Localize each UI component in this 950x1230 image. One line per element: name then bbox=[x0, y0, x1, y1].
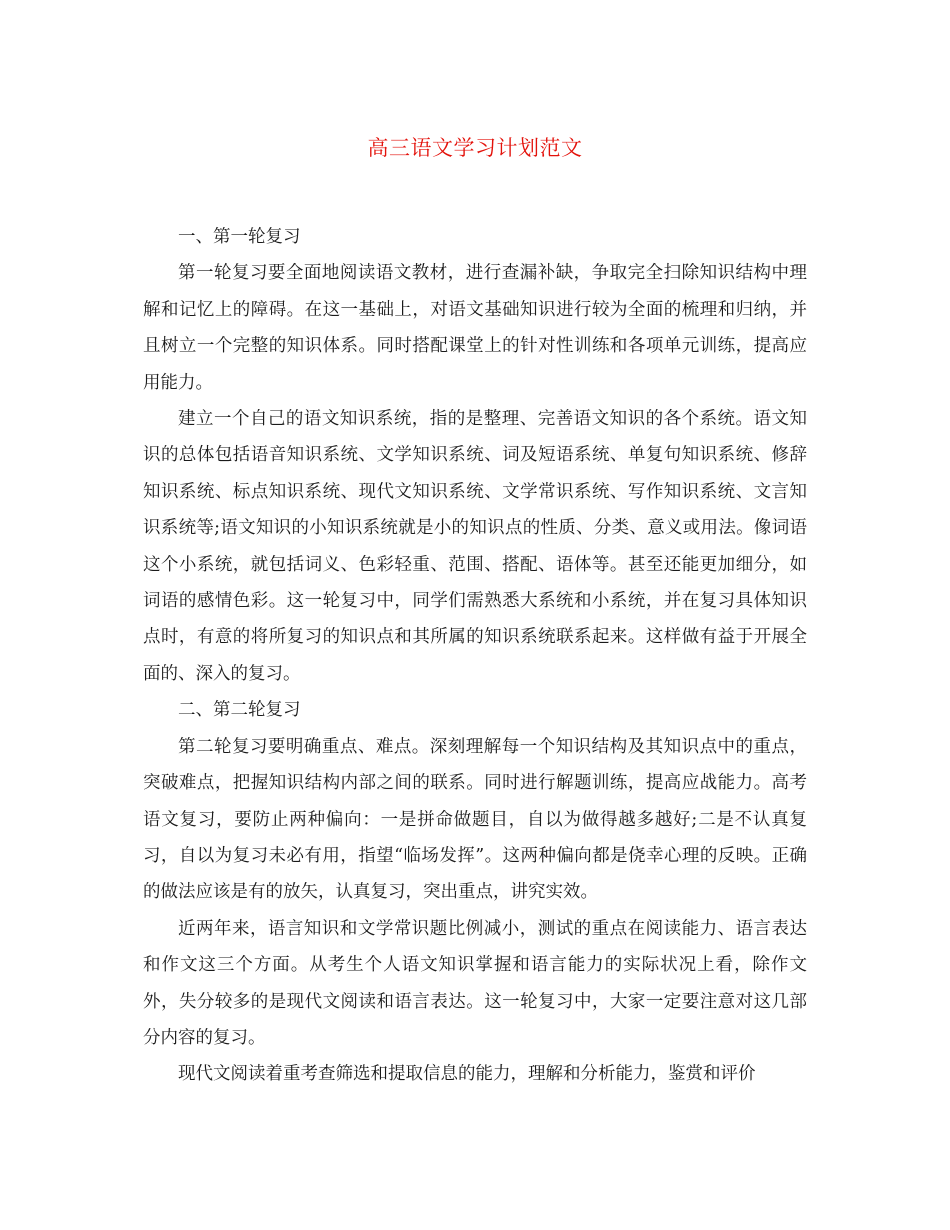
paragraph: 近两年来，语言知识和文学常识题比例减小，测试的重点在阅读能力、语言表达和作文这三个方面。从考生个人语文知识掌握和语言能力的实际状况上看，除作文外，失分较多的是现代文阅读和语言表达。这一轮复习中，大家一定要注意对这几部分内容的复习。 bbox=[143, 918, 807, 1048]
paragraph: 现代文阅读着重考查筛选和提取信息的能力，理解和分析能力，鉴赏和评价 bbox=[178, 1064, 756, 1085]
document-title: 高三语文学习计划范文 bbox=[367, 136, 583, 160]
section-heading-second-round: 二、第二轮复习 bbox=[178, 700, 301, 721]
paragraph: 第二轮复习要明确重点、难点。深刻理解每一个知识结构及其知识点中的重点，突破难点，把握知识结构内部之间的联系。同时进行解题训练，提高应战能力。高考语文复习，要防止两种偏向：一是拼命做题目，自以为做得越多越好;二是不认真复习，自以为复习未必有用，指望“临场发挥”。这两种偏向都是侥幸心理的反映。正确的做法应该是有的放矢，认真复习，突出重点，讲究实效。 bbox=[143, 736, 807, 903]
document-body bbox=[143, 219, 807, 1093]
paragraph: 建立一个自己的语文知识系统，指的是整理、完善语文知识的各个系统。语文知识的总体包括语音知识系统、文学知识系统、词及短语系统、单复句知识系统、修辞知识系统、标点知识系统、现代文知识系统、文学常识系统、写作知识系统、文言知识系统等;语文知识的小知识系统就是小的知识点的性质、分类、意义或用法。像词语这个小系统，就包括词义、色彩轻重、范围、搭配、语体等。甚至还能更加细分，如词语的感情色彩。这一轮复习中，同学们需熟悉大系统和小系统，并在复习具体知识点时，有意的将所复习的知识点和其所属的知识系统联系起来。这样做有益于开展全面的、深入的复习。 bbox=[143, 409, 807, 684]
paragraph: 第一轮复习要全面地阅读语文教材，进行查漏补缺，争取完全扫除知识结构中理解和记忆上的障碍。在这一基础上，对语文基础知识进行较为全面的梳理和归纳，并且树立一个完整的知识体系。同时搭配课堂上的针对性训练和各项单元训练，提高应用能力。 bbox=[143, 263, 807, 393]
section-heading-first-round: 一、第一轮复习 bbox=[178, 227, 301, 247]
